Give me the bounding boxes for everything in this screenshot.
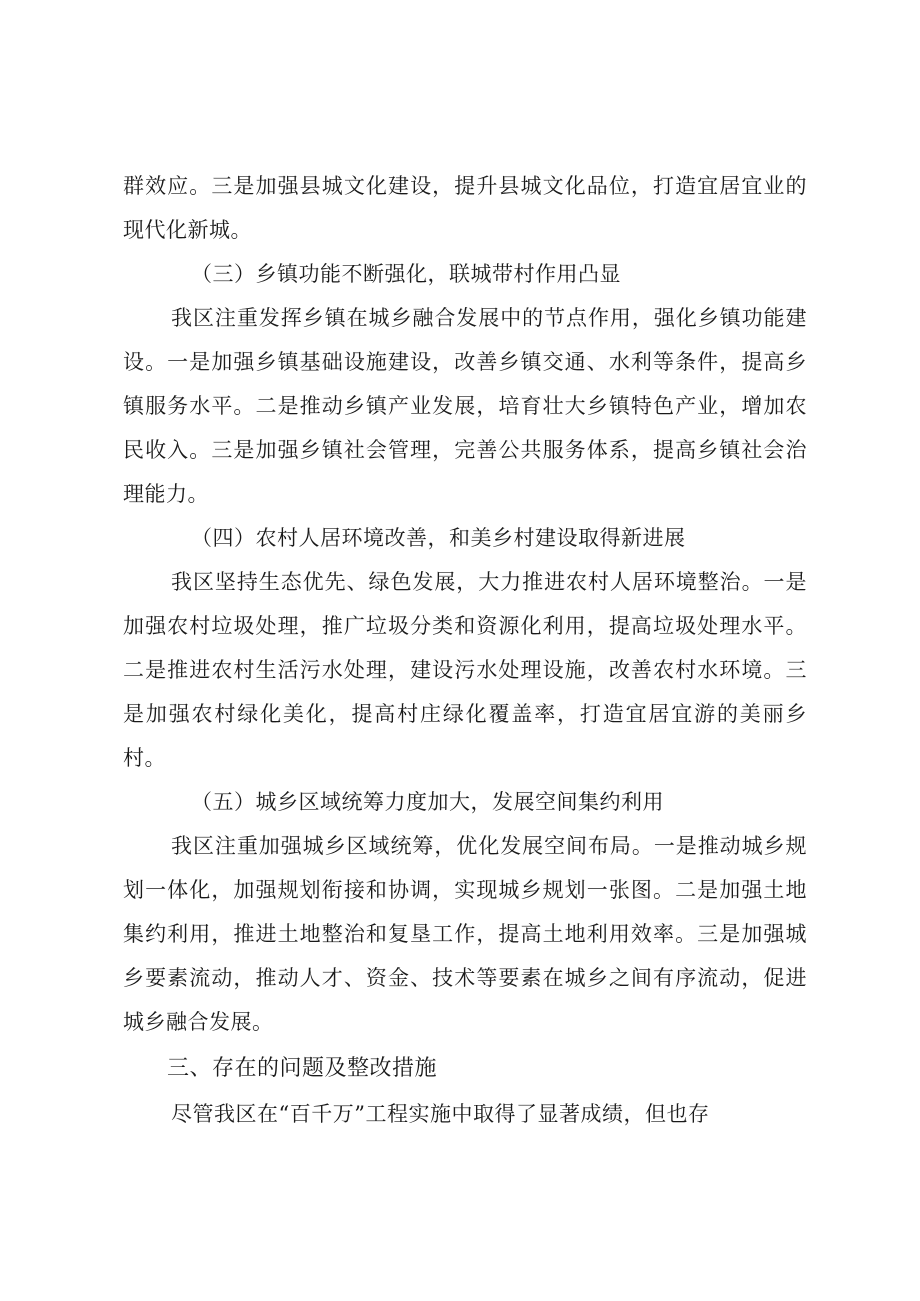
section-subheading-4: （四）农村人居环境改善，和美乡村建设取得新进展 (191, 526, 686, 550)
paragraph-continuation: 群效应。三是加强县城文化建设，提升县城文化品位，打造宜居宜业的现代化新城。 (123, 174, 807, 242)
section-subheading-3: （三）乡镇功能不断强化，联城带村作用凸显 (191, 262, 621, 286)
paragraph-rural-environment: 我区坚持生态优先、绿色发展，大力推进农村人居环境整治。一是加强农村垃圾处理，推广垃圾分类和资源化利用，提高垃圾处理水平。二是推进农村生活污水处理，建设污水处理设施，改善农村水环境。三是加强农村绿化美化，提高村庄绿化覆盖率，打造宜居宜游的美丽乡村。 (123, 570, 807, 770)
paragraph-regional-coordination: 我区注重加强城乡区域统筹，优化发展空间布局。一是推动城乡规划一体化，加强规划衔接和协调，实现城乡规划一张图。二是加强土地集约利用，推进土地整治和复垦工作，提高土地利用效率。三是加强城乡要素流动，推动人才、资金、技术等要素在城乡之间有序流动，促进城乡融合发展。 (123, 834, 807, 1034)
paragraph-problems-intro: 尽管我区在“百千万”工程实施中取得了显著成绩，但也存 (171, 1102, 710, 1126)
section-subheading-5: （五）城乡区域统筹力度加大，发展空间集约利用 (191, 790, 664, 814)
document-body (123, 164, 807, 1136)
paragraph-township: 我区注重发挥乡镇在城乡融合发展中的节点作用，强化乡镇功能建设。一是加强乡镇基础设施建设，改善乡镇交通、水利等条件，提高乡镇服务水平。二是推动乡镇产业发展，培育壮大乡镇特色产业，增加农民收入。三是加强乡镇社会管理，完善公共服务体系，提高乡镇社会治理能力。 (123, 306, 807, 506)
section-heading-3: 三、存在的问题及整改措施 (167, 1056, 438, 1081)
